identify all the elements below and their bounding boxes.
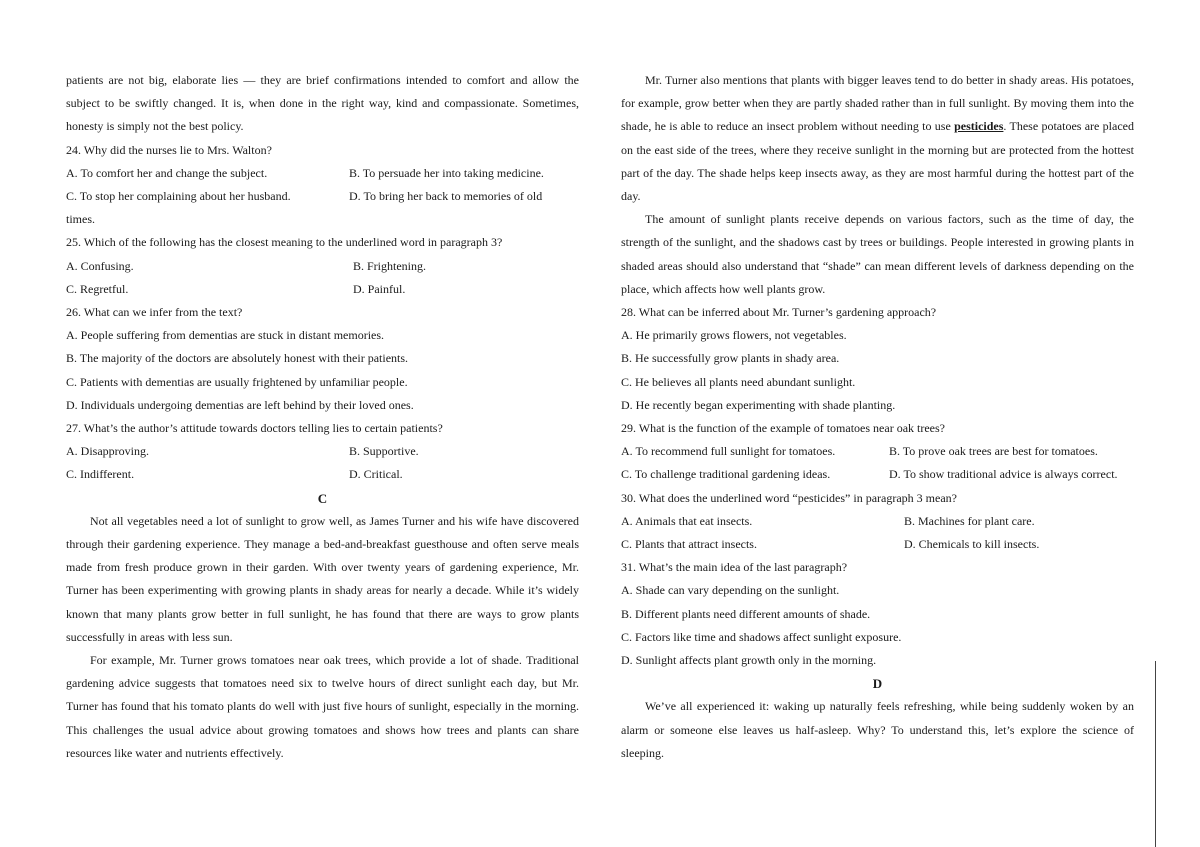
question-28-stem: 28. What can be inferred about Mr. Turner’s gardening approach?	[621, 305, 937, 320]
passage-c-paragraph-1: Not all vegetables need a lot of sunlight to grow well, as James Turner and his wife have discovered through their gardening experience. They manage a bed-and-breakfast guesthouse and often serve meals made from fresh produce grown in their garden. With over twenty years of gardening experience, Mr. Turner has been experimenting with growing plants in shady areas for nearly a decade. While it’s widely known that many plants grow better in full sunlight, he has found that there are ways to grow plants successfully in areas with less sun.	[66, 513, 579, 644]
q25-option-a: A. Confusing.	[66, 258, 134, 273]
passage-d-paragraph-1: We’ve all experienced it: waking up naturally feels refreshing, while being suddenly woken by an alarm or someone else leaves us half-asleep. Why? To understand this, let’s explore the science of sleeping.	[621, 699, 1134, 760]
question-26-stem: 26. What can we infer from the text?	[66, 304, 243, 319]
q27-option-c: C. Indifferent.	[66, 467, 135, 482]
passage-c-paragraph-4: The amount of sunlight plants receive depends on various factors, such as the time of day, the strength of the sunlight, and the shadows cast by trees or buildings. People interested in growing plants in shaded areas should also understand that “shade” can mean different levels of darkness depending on the place, which affects how well plants grow.	[621, 212, 1134, 296]
question-29-stem: 29. What is the function of the example of tomatoes near oak trees?	[621, 421, 945, 436]
q28-option-b: B. He successfully grow plants in shady area.	[621, 351, 840, 366]
q30-option-a: A. Animals that eat insects.	[621, 513, 753, 528]
left-column	[66, 69, 579, 765]
q26-option-b: B. The majority of the doctors are absolutely honest with their patients.	[66, 351, 409, 366]
q30-option-b: B. Machines for plant care.	[904, 513, 1035, 528]
q29-option-a: A. To recommend full sunlight for tomatoes.	[621, 444, 836, 459]
q25-option-d: D. Painful.	[353, 281, 406, 296]
right-column	[621, 69, 1134, 765]
passage-c-paragraph-3: Mr. Turner also mentions that plants with bigger leaves tend to do better in shady areas. His potatoes, for example, grow better when they are partly shaded rather than in full sunlight. By moving them into the shade, he is able to reduce an insect problem without needing to use pesticides. These potatoes are placed on the east side of the trees, where they receive sunlight in the morning but are protected from the hottest part of the day. The shade helps keep insects away, as they are most harmful during the hottest part of the day.	[621, 73, 1134, 204]
question-29-options-row2	[621, 463, 1134, 486]
q26-option-a: A. People suffering from dementias are stuck in distant memories.	[66, 328, 385, 343]
q28-option-a: A. He primarily grows flowers, not vegetables.	[621, 328, 847, 343]
question-30-options-row2	[621, 533, 1134, 556]
question-29-options-row1	[621, 440, 1134, 463]
section-d-heading: D	[872, 676, 883, 692]
q25-option-b: B. Frightening.	[353, 258, 427, 273]
q31-option-a: A. Shade can vary depending on the sunlight.	[621, 583, 840, 598]
q24-option-c: C. To stop her complaining about her husband.	[66, 189, 291, 203]
question-27-options-row1	[66, 440, 579, 463]
question-31-stem: 31. What’s the main idea of the last paragraph?	[621, 560, 848, 575]
question-25-options-row1	[66, 255, 579, 278]
q27-option-a: A. Disapproving.	[66, 444, 149, 459]
question-25-options-row2	[66, 278, 579, 301]
q30-option-c: C. Plants that attract insects.	[621, 537, 757, 552]
q27-option-b: B. Supportive.	[349, 444, 419, 459]
question-30-options-row1	[621, 510, 1134, 533]
q29-option-c: C. To challenge traditional gardening ideas.	[621, 467, 831, 482]
q25-option-c: C. Regretful.	[66, 281, 129, 296]
page-edge-divider	[1155, 661, 1156, 847]
question-24-stem: 24. Why did the nurses lie to Mrs. Walton?	[66, 142, 272, 157]
passage-b-closing-paragraph: patients are not big, elaborate lies — they are brief confirmations intended to comfort and allow the subject to be swiftly changed. It is, when done in the right way, kind and compassionate. Sometimes, honesty is simply not the best policy.	[66, 73, 579, 134]
question-27-options-row2	[66, 463, 579, 486]
q24-option-b: B. To persuade her into taking medicine.	[349, 165, 544, 180]
q31-option-d: D. Sunlight affects plant growth only in the morning.	[621, 653, 877, 668]
question-30-stem: 30. What does the underlined word “pesticides” in paragraph 3 mean?	[621, 490, 957, 505]
q29-option-b: B. To prove oak trees are best for tomatoes.	[889, 444, 1098, 459]
underlined-word-pesticides: pesticides	[954, 119, 1004, 134]
q24-option-d: D. To bring her back to memories of old	[349, 189, 543, 203]
passage-c-paragraph-2: For example, Mr. Turner grows tomatoes near oak trees, which provide a lot of shade. Traditional gardening advice suggests that tomatoes need six to twelve hours of direct sunlight each day, but Mr. Turner has found that his tomato plants do well with just five hours of sunlight, especially in the morning. This challenges the usual advice about growing tomatoes and shows how trees and plants can share resources like water and nutrients effectively.	[66, 652, 579, 760]
q24-option-d-continued: times.	[66, 212, 95, 227]
q26-option-c: C. Patients with dementias are usually frightened by unfamiliar people.	[66, 374, 408, 389]
q30-option-d: D. Chemicals to kill insects.	[904, 537, 1040, 552]
q28-option-c: C. He believes all plants need abundant sunlight.	[621, 374, 856, 389]
question-24-options-row2	[66, 185, 579, 208]
question-27-stem: 27. What’s the author’s attitude towards doctors telling lies to certain patients?	[66, 420, 443, 435]
question-25-stem: 25. Which of the following has the closest meaning to the underlined word in paragraph 3?	[66, 235, 503, 250]
q27-option-d: D. Critical.	[349, 467, 403, 482]
q29-option-d: D. To show traditional advice is always correct.	[889, 467, 1118, 482]
q26-option-d: D. Individuals undergoing dementias are left behind by their loved ones.	[66, 397, 414, 412]
q31-option-c: C. Factors like time and shadows affect sunlight exposure.	[621, 629, 902, 644]
q31-option-b: B. Different plants need different amounts of shade.	[621, 606, 871, 621]
q24-option-a: A. To comfort her and change the subject.	[66, 165, 268, 180]
section-c-heading: C	[317, 490, 328, 506]
q28-option-d: D. He recently began experimenting with shade planting.	[621, 397, 896, 412]
question-24-options-row1	[66, 162, 579, 185]
